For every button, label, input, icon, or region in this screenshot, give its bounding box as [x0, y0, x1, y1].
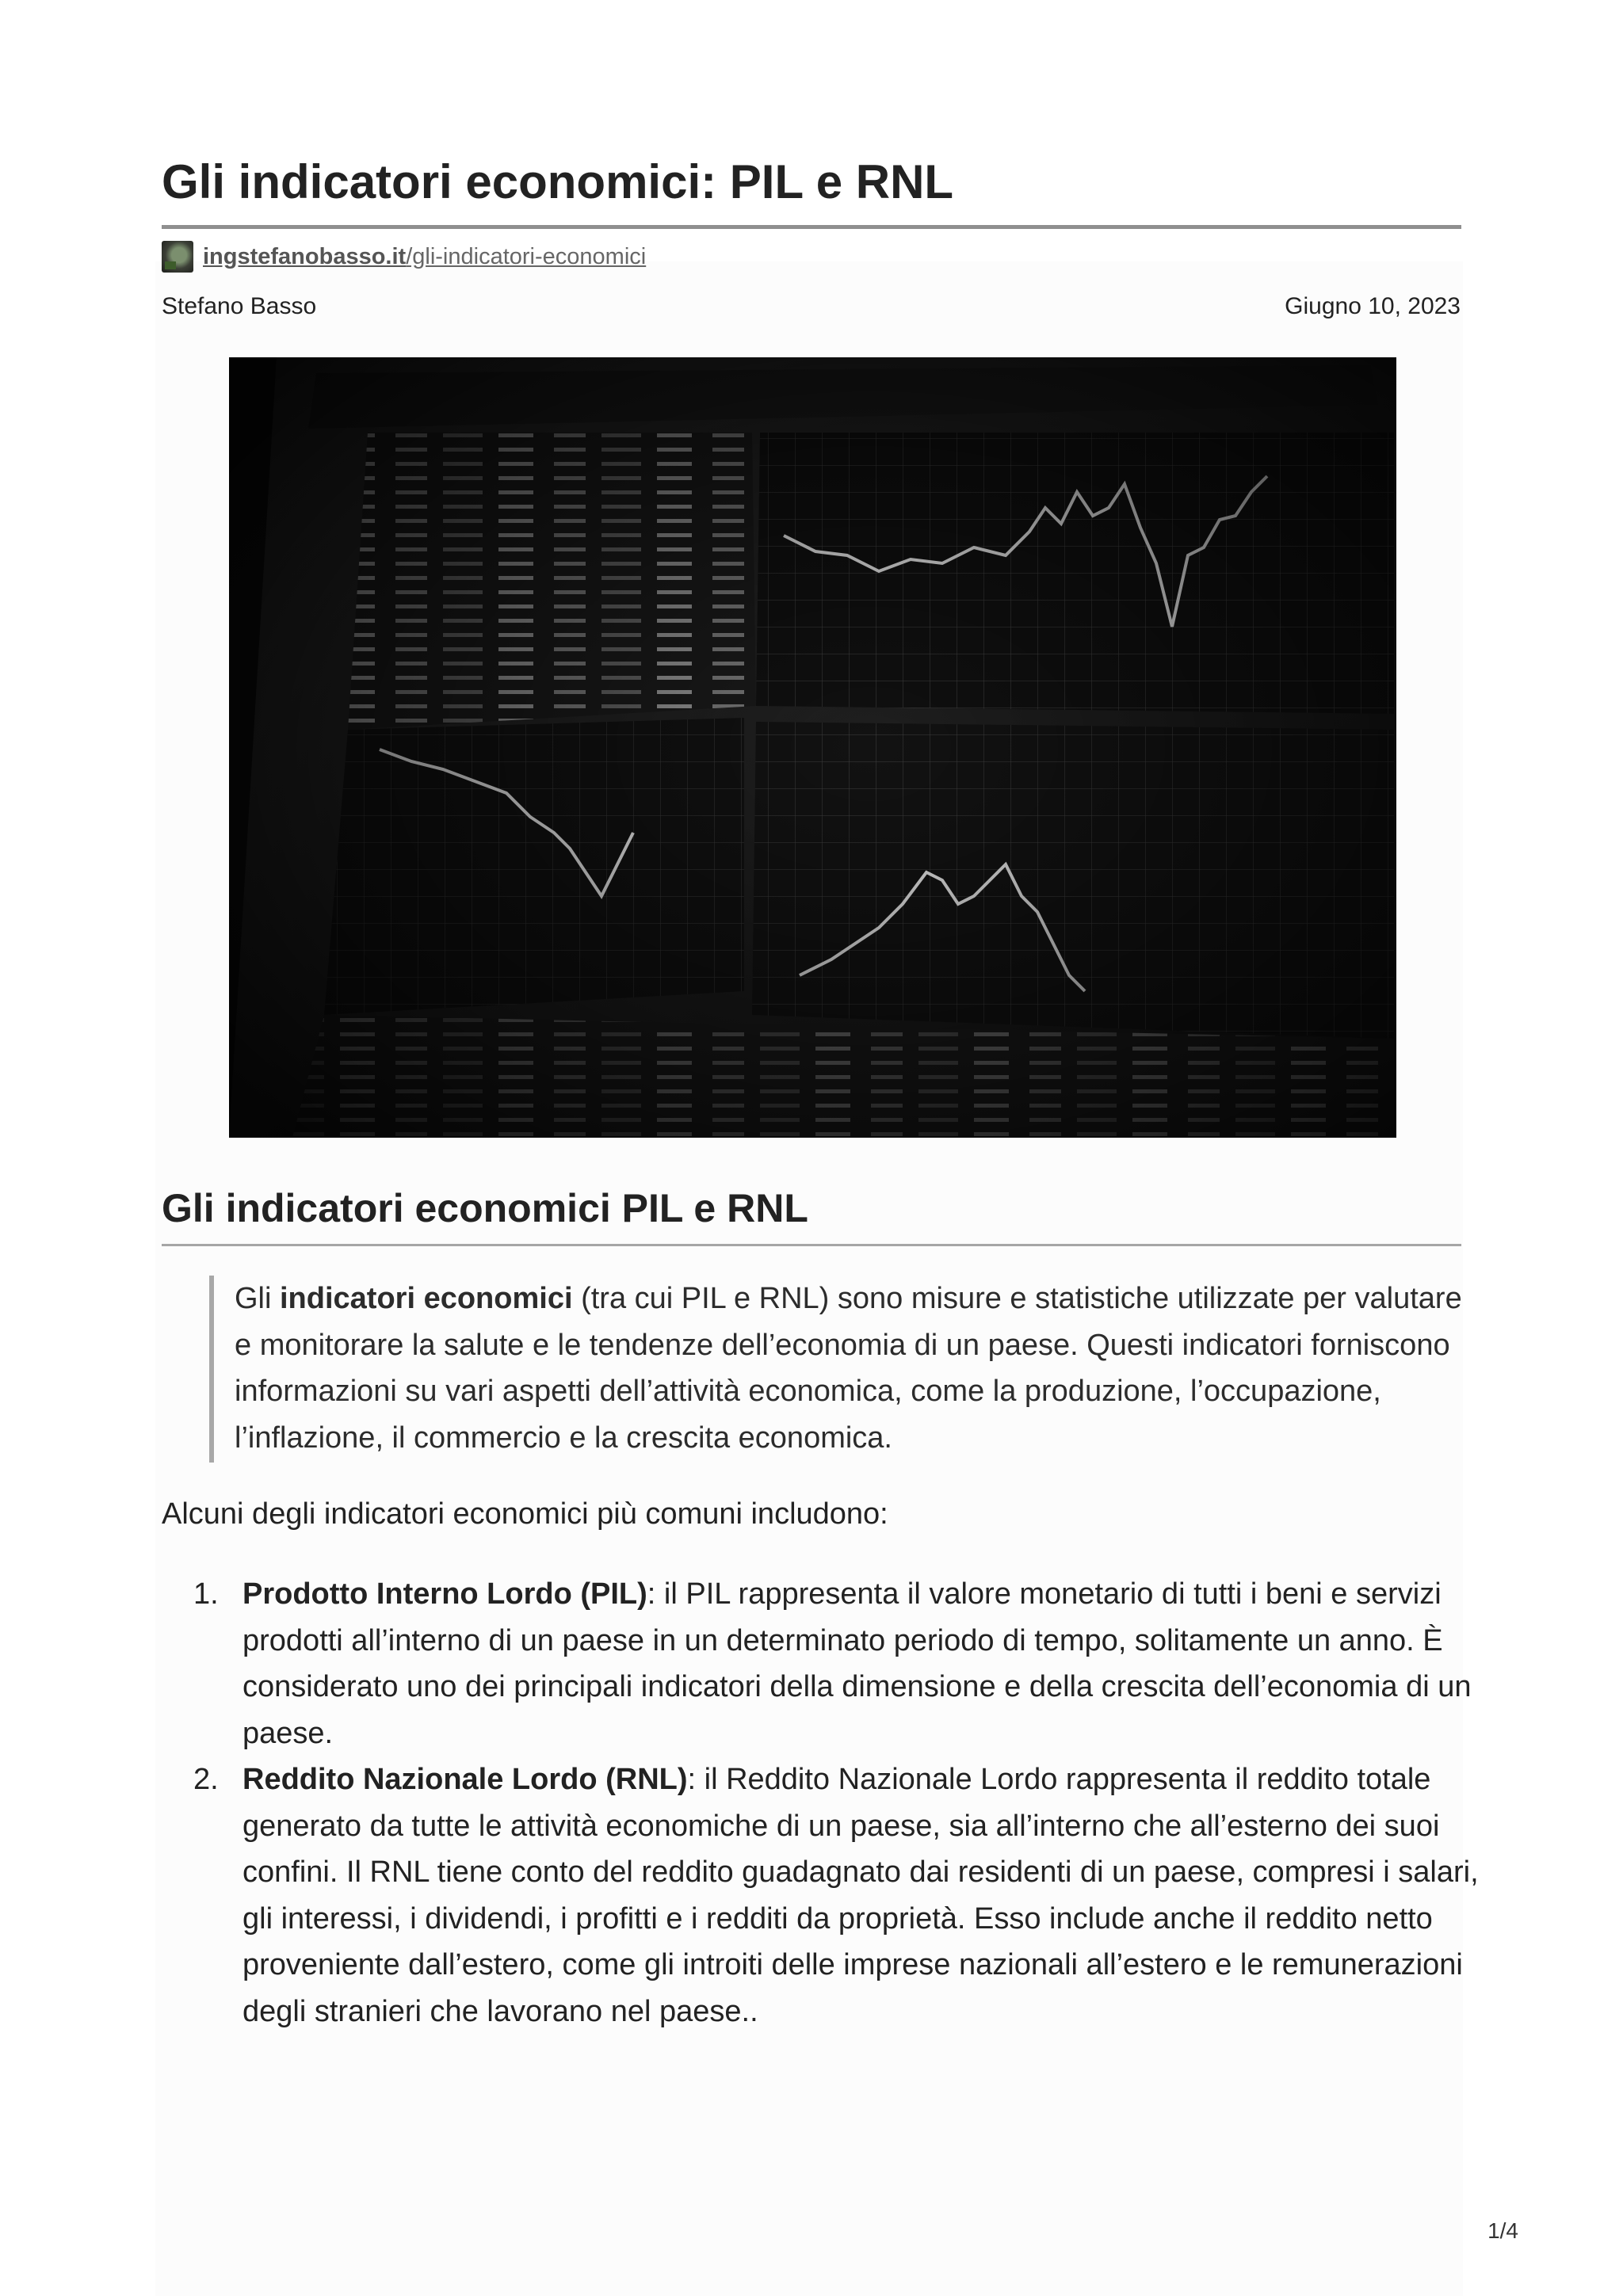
list-item-term: Prodotto Interno Lordo (PIL)	[242, 1577, 647, 1611]
quote-bold: indicatori economici	[280, 1282, 573, 1315]
publish-date: Giugno 10, 2023	[1285, 293, 1461, 319]
source-host[interactable]: ingstefanobasso.it	[203, 243, 407, 269]
title-divider	[162, 225, 1461, 229]
list-item-text: : il Reddito Nazionale Lordo rappresenta il reddito totale generato da tutte le attività economiche di un paese, sia all’interno che all’esterno dei suoi confini. Il RNL tiene conto del reddito guadagnato dai residenti di un paese, compresi i salari, gli interessi, i dividendi, i profitti e i redditi da proprietà. Esso include anche il reddito netto proveniente dall’estero, come gli introiti delle imprese nazionali all’estero e le remunerazioni degli stranieri che lavorano nel paese..	[242, 1763, 1479, 2028]
page-number: 1/4	[1487, 2218, 1518, 2243]
intro-quote	[209, 1276, 1469, 1463]
page-title: Gli indicatori economici: PIL e RNL	[162, 155, 954, 208]
trading-chart-photo-icon	[229, 357, 1396, 1138]
list-item	[193, 1571, 1479, 1756]
source-path[interactable]: /gli-indicatori-economici	[406, 243, 647, 269]
quote-text	[235, 1276, 1469, 1461]
site-favicon-icon	[162, 241, 193, 273]
section-divider	[162, 1244, 1461, 1246]
source-link[interactable]	[162, 239, 646, 274]
hero-image	[229, 357, 1396, 1138]
list-item	[193, 1756, 1479, 2035]
author-name: Stefano Basso	[162, 293, 317, 319]
indicator-list	[193, 1571, 1479, 2035]
quote-pre: Gli	[235, 1282, 280, 1315]
list-item-text: : il PIL rappresenta il valore monetario di tutti i beni e servizi prodotti all’interno di un paese in un determinato periodo di tempo, solitamente un anno. È considerato uno dei principali indicatori della dimensione e della crescita dell’economia di un paese.	[242, 1577, 1472, 1750]
list-intro: Alcuni degli indicatori economici più comuni includono:	[162, 1497, 888, 1531]
list-item-term: Reddito Nazionale Lordo (RNL)	[242, 1763, 688, 1796]
section-heading: Gli indicatori economici PIL e RNL	[162, 1186, 808, 1230]
list-item-number: 1.	[193, 1577, 219, 1611]
list-item-number: 2.	[193, 1763, 219, 1796]
quote-post: (tra cui PIL e RNL) sono misure e statistiche utilizzate per valutare e monitorare la salute e le tendenze dell’economia di un paese. Questi indicatori forniscono informazioni su vari aspetti dell’attività economica, come la produzione, l’occupazione, l’inflazione, il commercio e la crescita economica.	[235, 1282, 1462, 1455]
